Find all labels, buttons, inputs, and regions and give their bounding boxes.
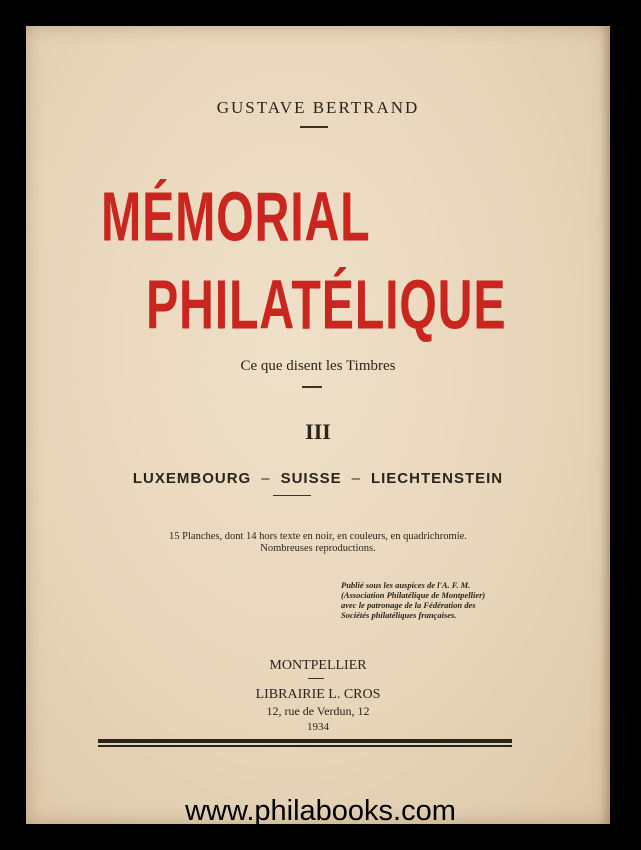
country-separator: – <box>351 470 361 487</box>
subtitle-divider <box>302 386 322 388</box>
bottom-rule-thin <box>98 745 512 747</box>
country-liechtenstein: LIECHTENSTEIN <box>370 470 504 487</box>
plates-line-2: Nombreuses reproductions. <box>260 543 376 554</box>
plates-description <box>26 531 610 555</box>
country-separator: – <box>261 470 271 487</box>
publication-year: 1934 <box>307 721 329 733</box>
title-line-2: PHILATÉLIQUE <box>146 267 507 345</box>
plates-line-1: 15 Planches, dont 14 hors texte en noir, en couleurs, en quadrichromie. <box>169 531 467 542</box>
auspices-line-1: Publié sous les auspices de l'A. F. M. <box>341 580 471 590</box>
country-luxembourg: LUXEMBOURG <box>132 470 252 487</box>
publisher-address: 12, rue de Verdun, 12 <box>266 704 370 718</box>
bottom-rule-thick <box>98 739 512 743</box>
title-line-1: MÉMORIAL <box>101 179 371 257</box>
publisher-name: LIBRAIRIE L. CROS <box>255 687 381 702</box>
book-cover <box>26 26 610 824</box>
country-suisse: SUISSE <box>280 470 342 487</box>
auspices-note <box>341 580 541 620</box>
author-divider <box>300 126 328 128</box>
auspices-line-2: (Association Philatélique de Montpellier) <box>341 590 486 600</box>
countries-underline <box>273 495 311 496</box>
author-name: GUSTAVE BERTRAND <box>216 98 420 117</box>
auspices-line-3: avec le patronage de la Fédération des <box>341 600 476 610</box>
subtitle: Ce que disent les Timbres <box>240 358 396 374</box>
volume-number: III <box>305 419 331 444</box>
countries-line <box>26 470 610 487</box>
city-divider <box>308 678 324 679</box>
publication-city: MONTPELLIER <box>269 658 367 673</box>
auspices-line-4: Sociétés philatéliques françaises. <box>341 610 457 620</box>
website-watermark: www.philabooks.com <box>185 795 456 827</box>
